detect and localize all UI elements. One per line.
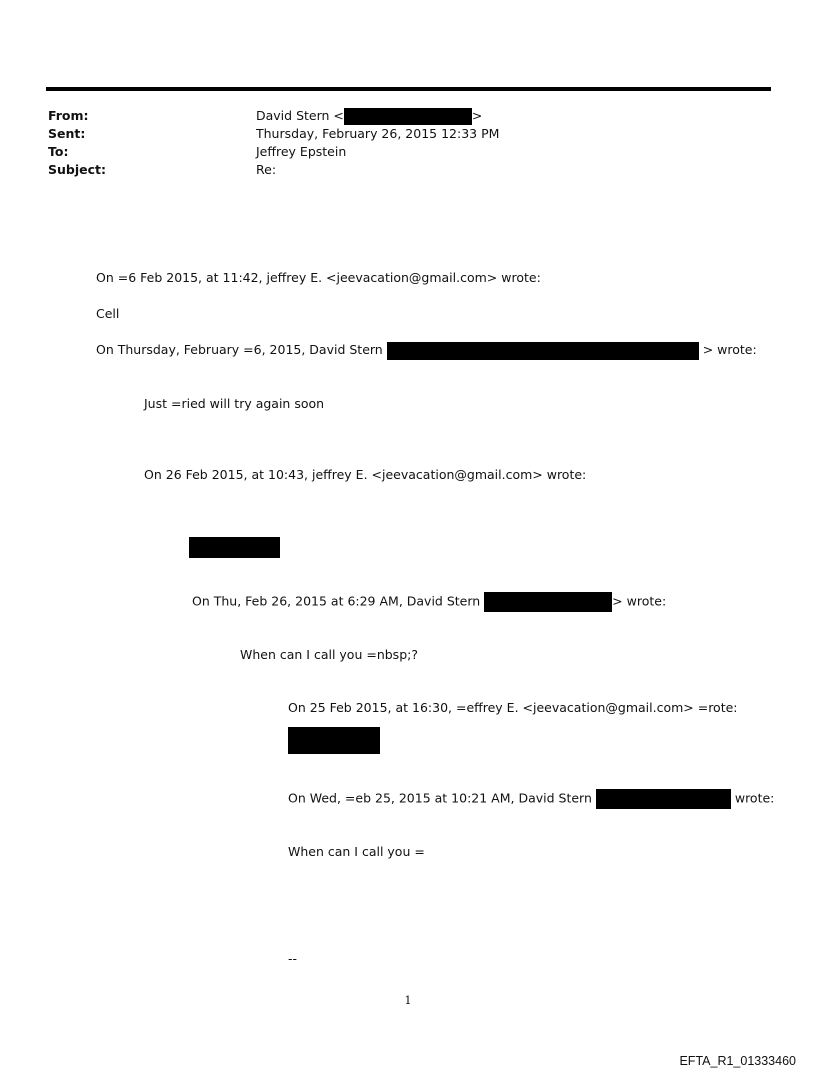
quote-line-1: On =6 Feb 2015, at 11:42, jeffrey E. <jeevacation@gmail.com> wrote: — [96, 270, 541, 285]
quote-line-4: Just =ried will try again soon — [144, 396, 325, 411]
to-label: To: — [48, 144, 69, 159]
header-rule — [46, 87, 771, 91]
subject-label: Subject: — [48, 162, 106, 177]
quote-line-9 — [288, 789, 774, 809]
redaction-box — [484, 592, 612, 612]
redaction-box — [596, 789, 731, 809]
from-value — [256, 107, 482, 125]
quote-line-6-post: > wrote: — [612, 593, 667, 609]
quote-line-3 — [96, 341, 757, 360]
to-value: Jeffrey Epstein — [256, 144, 347, 159]
quote-line-6 — [192, 592, 666, 612]
quote-line-6-pre: On Thu, Feb 26, 2015 at 6:29 AM, David Stern — [192, 593, 485, 609]
redaction-box — [344, 108, 472, 125]
quote-line-9-pre: On Wed, =eb 25, 2015 at 10:21 AM, David Stern — [288, 790, 596, 806]
bates-number: EFTA_R1_01333460 — [679, 1054, 796, 1068]
quote-line-9-post: wrote: — [730, 790, 775, 806]
quote-line-2: Cell — [96, 306, 120, 321]
quote-line-7: When can I call you =nbsp;? — [240, 647, 418, 662]
quote-line-3-post: > wrote: — [698, 342, 757, 357]
subject-value: Re: — [256, 162, 277, 177]
quote-line-10: When can I call you = — [288, 844, 425, 859]
sent-value: Thursday, February 26, 2015 12:33 PM — [256, 126, 500, 141]
signature-separator: -- — [288, 951, 298, 966]
from-label: From: — [48, 108, 89, 123]
quote-line-3-pre: On Thursday, February =6, 2015, David Stern — [96, 342, 387, 357]
quote-line-8: On 25 Feb 2015, at 16:30, =effrey E. <jeevacation@gmail.com> =rote: — [288, 700, 738, 715]
sent-label: Sent: — [48, 126, 86, 141]
from-close: > — [471, 108, 483, 123]
from-name: David Stern < — [256, 108, 344, 123]
page-number: 1 — [404, 994, 412, 1007]
redaction-box — [189, 537, 280, 558]
quote-line-5: On 26 Feb 2015, at 10:43, jeffrey E. <jeevacation@gmail.com> wrote: — [144, 467, 587, 482]
redaction-box — [288, 727, 380, 754]
redaction-box — [387, 342, 699, 360]
